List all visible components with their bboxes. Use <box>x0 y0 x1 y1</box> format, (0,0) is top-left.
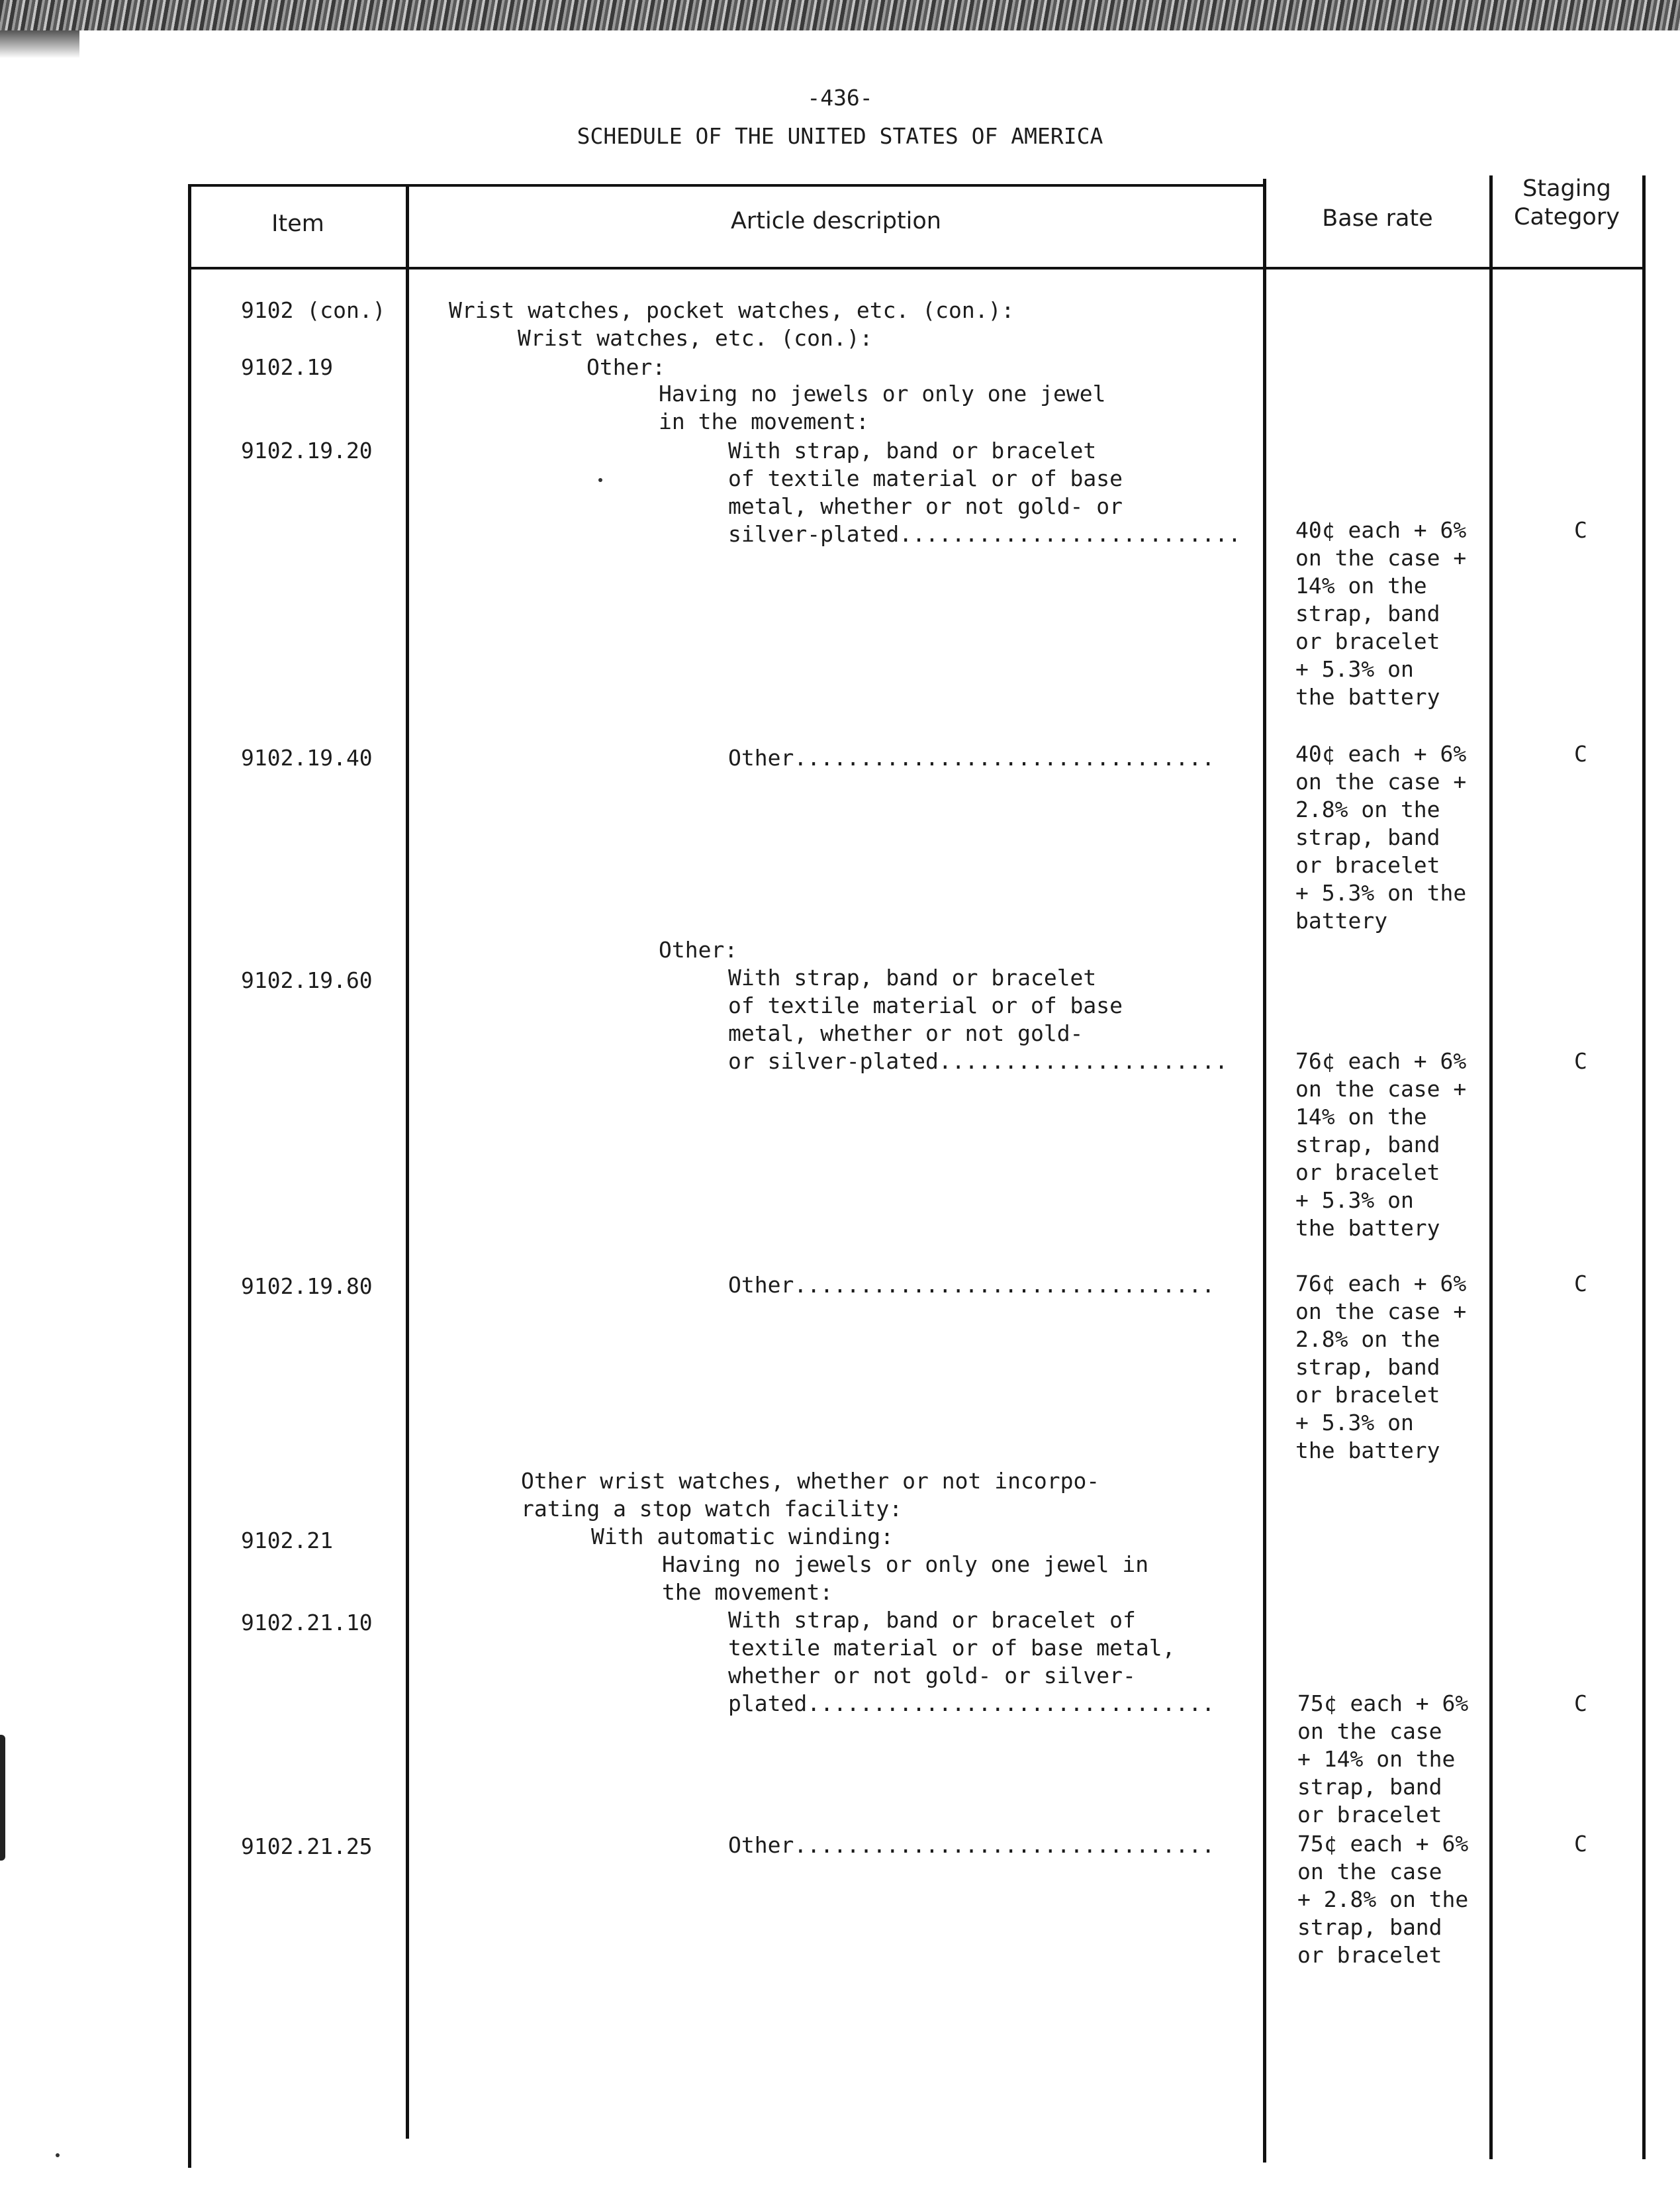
scan-speck <box>598 478 602 482</box>
header-staging-line1: Staging <box>1522 175 1611 202</box>
item-number: 9102.21 <box>241 1528 334 1553</box>
article-description: With strap, band or bracelet of textile material or of base metal, whether or not gold- or silver-plated...................... <box>728 965 1228 1074</box>
article-description: Other: <box>586 354 666 380</box>
item-number: 9102.19.40 <box>241 745 373 771</box>
staging-category: C <box>1574 1048 1587 1074</box>
item-number: 9102.19.20 <box>241 438 373 463</box>
binding-mark <box>0 1735 5 1861</box>
table-border-right <box>1642 175 1646 2159</box>
item-number: 9102.21.25 <box>241 1833 373 1859</box>
scan-speck <box>56 2153 60 2157</box>
article-description: Wrist watches, etc. (con.): <box>518 325 873 351</box>
article-description: Other wrist watches, whether or not incorpo- rating a stop watch facility: <box>521 1468 1100 1522</box>
article-description: Wrist watches, pocket watches, etc. (con.): <box>449 297 1015 323</box>
base-rate: 75¢ each + 6% on the case + 14% on the strap, band or bracelet <box>1297 1690 1469 1827</box>
column-divider-item <box>406 184 409 2139</box>
column-divider-rate <box>1489 175 1493 2159</box>
article-description: Having no jewels or only one jewel in the movement: <box>662 1551 1149 1605</box>
base-rate: 75¢ each + 6% on the case + 2.8% on the strap, band or bracelet <box>1297 1831 1469 1968</box>
table-top-rule <box>188 184 1266 187</box>
article-description: Other................................ <box>728 745 1215 771</box>
article-description: Other................................ <box>728 1272 1215 1298</box>
staging-category: C <box>1574 741 1587 767</box>
header-staging-line2: Category <box>1514 204 1620 230</box>
article-description: Having no jewels or only one jewel in the movement: <box>659 381 1106 434</box>
item-number: 9102.19 <box>241 354 334 380</box>
base-rate: 40¢ each + 6% on the case + 2.8% on the strap, band or bracelet + 5.3% on the battery <box>1295 741 1467 934</box>
base-rate: 76¢ each + 6% on the case + 2.8% on the strap, band or bracelet + 5.3% on the battery <box>1295 1271 1467 1463</box>
staging-category: C <box>1574 1690 1587 1716</box>
item-number: 9102.19.80 <box>241 1273 373 1299</box>
header-base-rate: Base rate <box>1322 205 1433 232</box>
page-number: -436- <box>807 85 873 111</box>
base-rate: 76¢ each + 6% on the case + 14% on the strap, band or bracelet + 5.3% on the battery <box>1295 1048 1467 1241</box>
header-article-description: Article description <box>730 208 941 234</box>
article-description: With strap, band or bracelet of textile material or of base metal, whether or not gold- or silver-plated.......................... <box>728 438 1241 547</box>
staging-category: C <box>1574 1831 1587 1857</box>
staging-category: C <box>1574 1271 1587 1296</box>
page-title: SCHEDULE OF THE UNITED STATES OF AMERICA <box>577 123 1103 149</box>
article-description: Other................................ <box>728 1832 1215 1858</box>
item-number: 9102.19.60 <box>241 967 373 993</box>
article-description: Other: <box>659 937 738 963</box>
header-bottom-rule <box>188 267 1645 269</box>
staging-category: C <box>1574 517 1587 543</box>
item-number: 9102 (con.) <box>241 297 386 323</box>
header-staging-category <box>1493 175 1640 232</box>
item-number: 9102.21.10 <box>241 1610 373 1635</box>
table-border-left <box>188 184 191 2168</box>
header-item: Item <box>271 211 324 237</box>
base-rate: 40¢ each + 6% on the case + 14% on the strap, band or bracelet + 5.3% on the battery <box>1295 517 1467 710</box>
article-description: With automatic winding: <box>591 1524 894 1549</box>
article-description: With strap, band or bracelet of textile material or of base metal, whether or not gold- or silver- plated............................... <box>728 1607 1215 1716</box>
column-divider-description <box>1263 179 1266 2163</box>
scan-shadow-artifact <box>0 30 79 58</box>
scan-edge-artifact <box>0 0 1680 30</box>
